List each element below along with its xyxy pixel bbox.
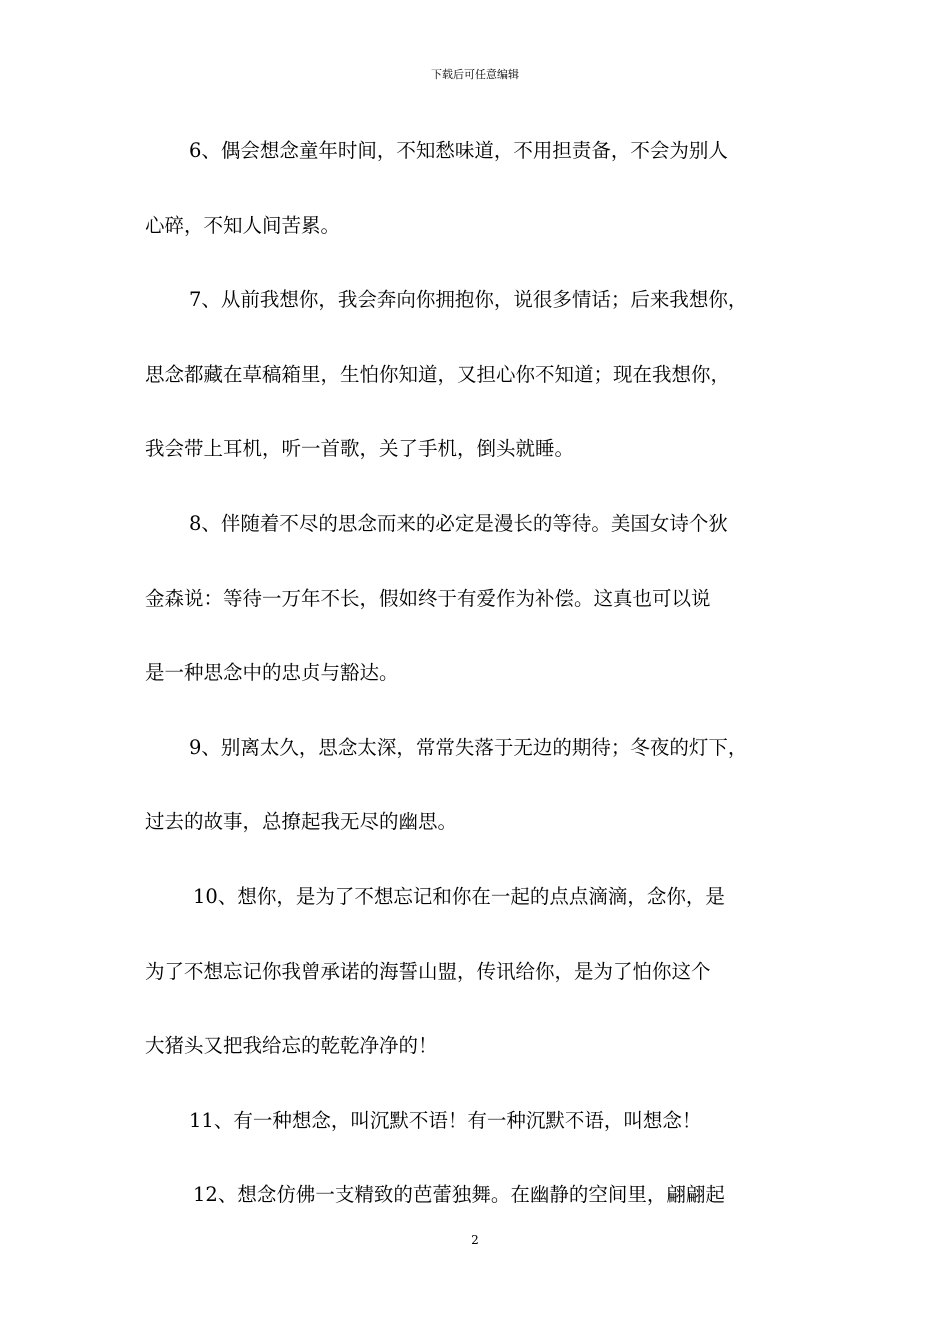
page-header: 下载后可任意编辑	[431, 68, 519, 81]
paragraph-line: 11、有一种想念，叫沉默不语！有一种沉默不语，叫想念！	[189, 1108, 702, 1132]
paragraph-line: 金森说：等待一万年不长，假如终于有爱作为补偿。这真也可以说	[145, 586, 711, 610]
paragraph-7	[145, 281, 825, 505]
paragraph-11	[145, 1102, 825, 1177]
paragraph-6	[145, 132, 825, 281]
paragraph-line: 8、伴随着不尽的思念而来的必定是漫长的等待。美国女诗个狄	[189, 511, 728, 535]
paragraph-line: 是一种思念中的忠贞与豁达。	[145, 661, 399, 685]
paragraph-line: 过去的故事，总撩起我无尽的幽思。	[145, 810, 458, 834]
page-number: 2	[471, 1233, 479, 1247]
document-body	[145, 132, 825, 1214]
paragraph-line: 心碎，不知人间苦累。	[145, 213, 341, 237]
paragraph-line: 10、想你，是为了不想忘记和你在一起的点点滴滴，念你，是	[193, 884, 725, 908]
paragraph-line: 为了不想忘记你我曾承诺的海誓山盟，传讯给你，是为了怕你这个	[145, 959, 711, 983]
paragraph-line: 思念都藏在草稿箱里，生怕你知道，又担心你不知道；现在我想你，	[145, 362, 731, 386]
paragraph-12	[145, 1176, 825, 1213]
paragraph-line: 6、偶会想念童年时间，不知愁味道，不用担责备，不会为别人	[189, 139, 728, 162]
paragraph-line: 12、想念仿佛一支精致的芭蕾独舞。在幽静的空间里，翩翩起	[193, 1183, 725, 1207]
paragraph-line: 大猪头又把我给忘的乾乾净净的！	[145, 1034, 438, 1058]
paragraph-line: 我会带上耳机，听一首歌，关了手机，倒头就睡。	[145, 437, 575, 461]
paragraph-9	[145, 729, 825, 878]
paragraph-line: 7、从前我想你，我会奔向你拥抱你，说很多情话；后来我想你，	[189, 288, 748, 312]
paragraph-10	[145, 878, 825, 1102]
paragraph-8	[145, 505, 825, 729]
paragraph-line: 9、别离太久，思念太深，常常失落于无边的期待；冬夜的灯下，	[189, 735, 748, 759]
